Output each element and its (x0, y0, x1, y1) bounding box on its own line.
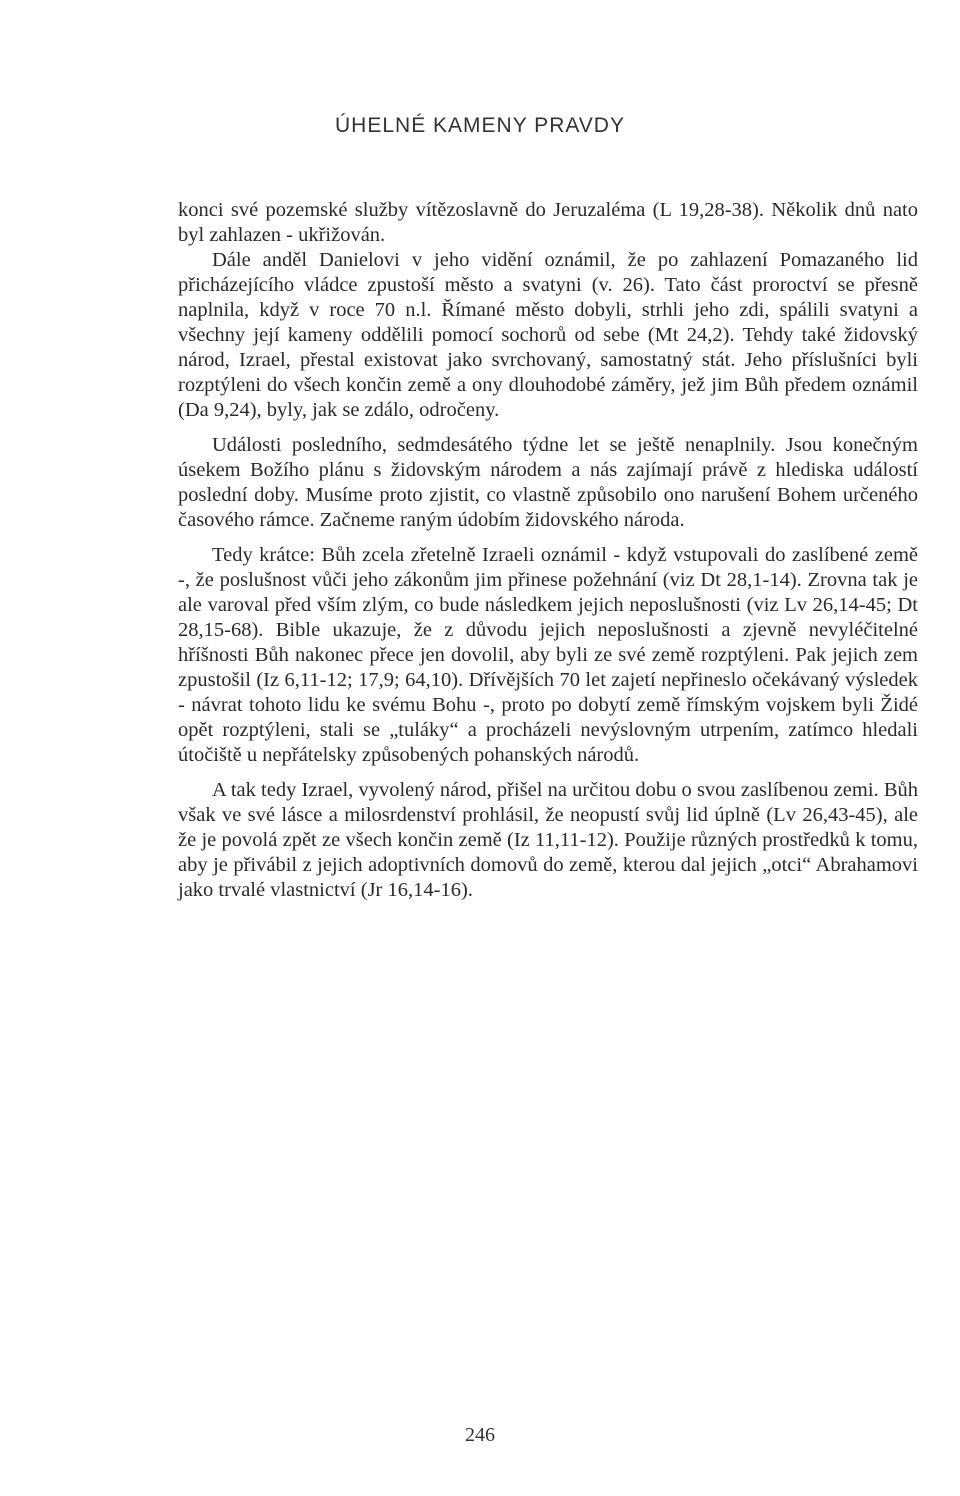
body-text (178, 198, 918, 903)
paragraph: Dále anděl Danielovi v jeho vidění oznámil, že po zahlazení Pomazaného lid přicházejícího vládce zpustoší město a svatyni (v. 26). Tato část proroctví se přesně naplnila, když v roce 70 n.l. Římané město dobyli, strhli jeho zdi, spálili svatyni a všechny její kameny oddělili pomocí sochorů od sebe (Mt 24,2). Tehdy také židovský národ, Izrael, přestal existovat jako svrchovaný, samostatný stát. Jeho příslušníci byli rozptýleni do všech končin země a ony dlouhodobé záměry, jež jim Bůh předem oznámil (Da 9,24), byly, jak se zdálo, odročeny. (178, 249, 918, 421)
running-title: ÚHELNÉ KAMENY PRAVDY (335, 114, 625, 137)
paragraph: konci své pozemské služby vítězoslavně do Jeruzaléma (L 19,28-38). Několik dnů nato byl zahlazen - ukřižován. (178, 199, 918, 246)
paragraph: Tedy krátce: Bůh zcela zřetelně Izraeli oznámil - když vstupovali do zaslíbené země -, že poslušnost vůči jeho zákonům jim přinese požehnání (viz Dt 28,1-14). Zrovna tak je ale varoval před vším zlým, co bude následkem jejich neposlušnosti (viz Lv 26,14-45; Dt 28,15-68). Bible ukazuje, že z důvodu jejich neposlušnosti a zjevně nevyléčitelné hříšnosti Bůh nakonec přece jen dovolil, aby byli ze své země rozptýleni. Pak jejich zem zpustošil (Iz 6,11-12; 17,9; 64,10). Dřívějších 70 let zajetí nepřineslo očekávaný výsledek - návrat tohoto lidu ke svému Bohu -, proto po dobytí země římským vojskem byli Židé opět rozptýleni, stali se „tuláky“ a procházeli nevýslovným utrpením, zatímco hledali útočiště u nepřátelsky způsobených pohanských národů. (178, 544, 918, 766)
page-number: 246 (465, 1424, 495, 1446)
paragraph: A tak tedy Izrael, vyvolený národ, přišel na určitou dobu o svou zaslíbenou zemi. Bůh však ve své lásce a milosrdenství prohlásil, že neopustí svůj lid úplně (Lv 26,43-45), ale že je povolá zpět ze všech končin země (Iz 11,11-12). Použije různých prostředků k tomu, aby je přivábil z jejich adoptivních domovů do země, kterou dal jejich „otci“ Abrahamovi jako trvalé vlastnictví (Jr 16,14-16). (178, 779, 918, 901)
paragraph: Události posledního, sedmdesátého týdne let se ještě nenaplnily. Jsou konečným úsekem Božího plánu s židovským národem a nás zajímají právě z hlediska událostí poslední doby. Musíme proto zjistit, co vlastně způsobilo ono narušení Bohem určeného časového rámce. Začneme raným údobím židovského národa. (178, 434, 918, 531)
